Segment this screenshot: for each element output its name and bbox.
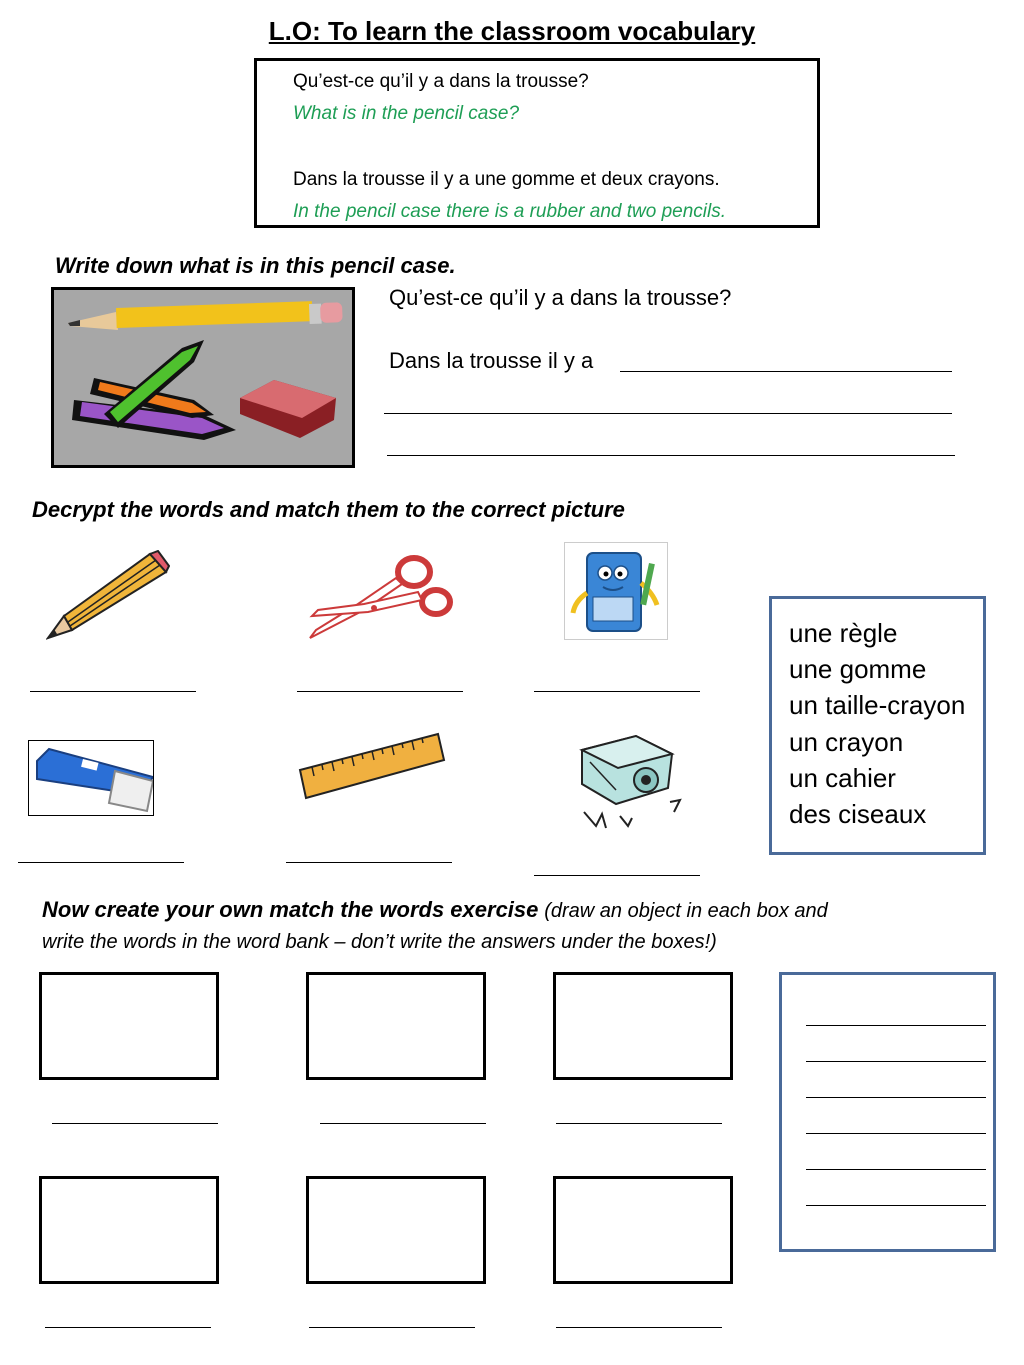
section3-instruction-paren-2: write the words in the word bank – don’t write the answers under the boxes!) <box>42 931 717 953</box>
answer-line[interactable] <box>45 1327 211 1328</box>
scissors-icon <box>304 552 454 646</box>
drawing-box[interactable] <box>553 972 733 1080</box>
drawing-box[interactable] <box>553 1176 733 1284</box>
answer-line[interactable] <box>387 455 955 456</box>
word-bank-item: une règle <box>789 618 898 648</box>
word-bank-line[interactable] <box>806 1061 986 1062</box>
answer-line[interactable] <box>384 413 952 414</box>
section2-instruction: Decrypt the words and match them to the correct picture <box>32 497 625 522</box>
section1-instruction: Write down what is in this pencil case. <box>55 253 456 278</box>
answer-line[interactable] <box>286 862 452 863</box>
intro-question-fr: Qu’est-ce qu’il y a dans la trousse? <box>293 71 589 92</box>
section1-question: Qu’est-ce qu’il y a dans la trousse? <box>389 285 732 310</box>
drawing-box[interactable] <box>39 972 219 1080</box>
answer-line[interactable] <box>556 1123 722 1124</box>
pencil-case-photo <box>51 287 355 468</box>
drawing-box[interactable] <box>306 1176 486 1284</box>
answer-line[interactable] <box>534 691 700 692</box>
photo-eraser-icon <box>240 380 336 438</box>
ruler-icon <box>298 732 446 804</box>
word-bank-line[interactable] <box>806 1169 986 1170</box>
sharpener-icon <box>576 732 688 836</box>
word-bank-item: des ciseaux <box>789 799 927 829</box>
answer-line[interactable] <box>534 875 700 876</box>
section1-sentence-start: Dans la trousse il y a <box>389 348 594 373</box>
word-bank-item: un crayon <box>789 727 904 757</box>
intro-question-en: What is in the pencil case? <box>293 103 520 124</box>
word-bank-item: un cahier <box>789 763 896 793</box>
pencil-icon <box>46 550 170 642</box>
answer-line[interactable] <box>309 1327 475 1328</box>
intro-answer-en: In the pencil case there is a rubber and two pencils. <box>293 201 727 222</box>
section3-instruction <box>42 897 828 923</box>
word-bank-item: un taille-crayon <box>789 690 966 720</box>
photo-pencil-icon <box>68 301 343 330</box>
answer-line[interactable] <box>320 1123 486 1124</box>
word-bank-item: une gomme <box>789 654 927 684</box>
answer-line[interactable] <box>620 371 952 372</box>
word-bank-line[interactable] <box>806 1205 986 1206</box>
page-title: L.O: To learn the classroom vocabulary <box>268 16 756 46</box>
word-bank-line[interactable] <box>806 1097 986 1098</box>
drawing-box[interactable] <box>306 972 486 1080</box>
section3-instruction-paren-1: (draw an object in each box and <box>544 900 828 922</box>
intro-box <box>254 58 820 228</box>
own-word-bank <box>779 972 996 1252</box>
exercise-book-icon <box>564 542 668 640</box>
answer-line[interactable] <box>18 862 184 863</box>
intro-answer-fr: Dans la trousse il y a une gomme et deux crayons. <box>293 169 720 190</box>
photo-crayons-icon <box>72 340 236 440</box>
answer-line[interactable] <box>30 691 196 692</box>
word-bank-line[interactable] <box>806 1025 986 1026</box>
drawing-box[interactable] <box>39 1176 219 1284</box>
answer-line[interactable] <box>52 1123 218 1124</box>
word-bank-line[interactable] <box>806 1133 986 1134</box>
answer-line[interactable] <box>297 691 463 692</box>
section3-instruction-bold: Now create your own match the words exercise <box>42 897 539 922</box>
eraser-icon <box>28 740 154 816</box>
answer-line[interactable] <box>556 1327 722 1328</box>
word-bank <box>769 596 986 855</box>
